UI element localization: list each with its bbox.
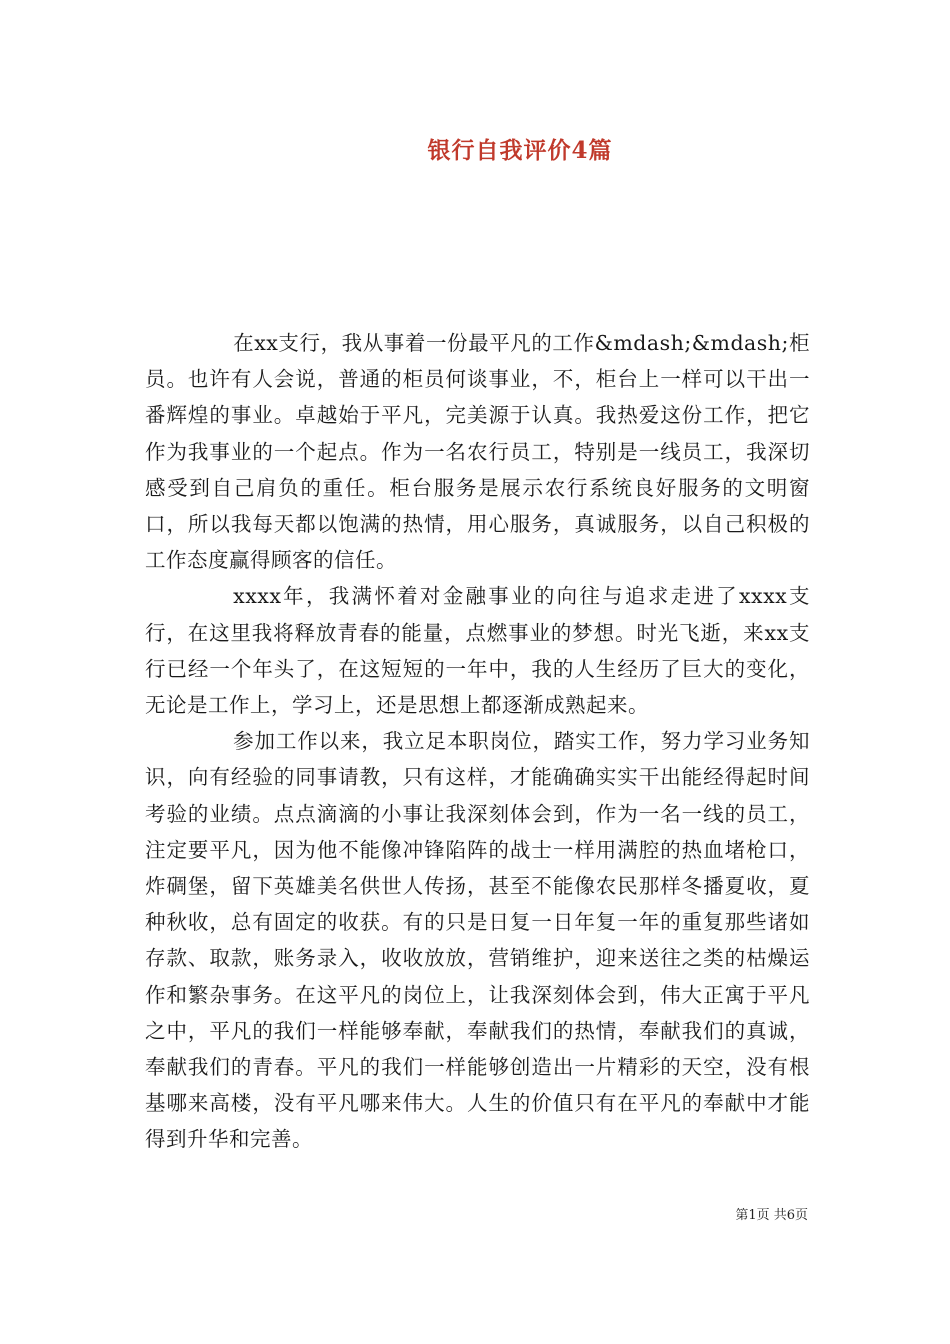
page-number-footer: 第1页 共6页 [735,1208,808,1223]
paragraph-2: xxxx年，我满怀着对金融事业的向往与追求走进了xxxx支行，在这里我将释放青春的能量，点燃事业的梦想。时光飞逝，来xx支行已经一个年头了，在这短短的一年中，我的人生经历了巨大的变化，无论是工作上，学习上，还是思想上都逐渐成熟起来。 [145,584,810,718]
paragraph-3: 参加工作以来，我立足本职岗位，踏实工作，努力学习业务知识，向有经验的同事请教，只有这样，才能确确实实干出能经得起时间考验的业绩。点点滴滴的小事让我深刻体会到，作为一名一线的员工，注定要平凡，因为他不能像冲锋陷阵的战士一样用满腔的热血堵枪口，炸碉堡，留下英雄美名供世人传扬，甚至不能像农民那样冬播夏收，夏种秋收，总有固定的收获。有的只是日复一日年复一年的重复那些诸如存款、取款，账务录入，收收放放，营销维护，迎来送往之类的枯燥运作和繁杂事务。在这平凡的岗位上，让我深刻体会到，伟大正寓于平凡之中，平凡的我们一样能够奉献，奉献我们的热情，奉献我们的真诚，奉献我们的青春。平凡的我们一样能够创造出一片精彩的天空，没有根基哪来高楼，没有平凡哪来伟大。人生的价值只有在平凡的奉献中才能得到升华和完善。 [145,729,810,1152]
document-body [145,325,810,1158]
paragraph-1: 在xx支行，我从事着一份最平凡的工作&mdash;&mdash;柜员。也许有人会说，普通的柜员何谈事业，不，柜台上一样可以干出一番辉煌的事业。卓越始于平凡，完美源于认真。我热爱这份工作，把它作为我事业的一个起点。作为一名农行员工，特别是一线员工，我深切感受到自己肩负的重任。柜台服务是展示农行系统良好服务的文明窗口，所以我每天都以饱满的热情，用心服务，真诚服务，以自己积极的工作态度赢得顾客的信任。 [145,331,810,573]
document-title: 银行自我评价4篇 [427,137,613,164]
